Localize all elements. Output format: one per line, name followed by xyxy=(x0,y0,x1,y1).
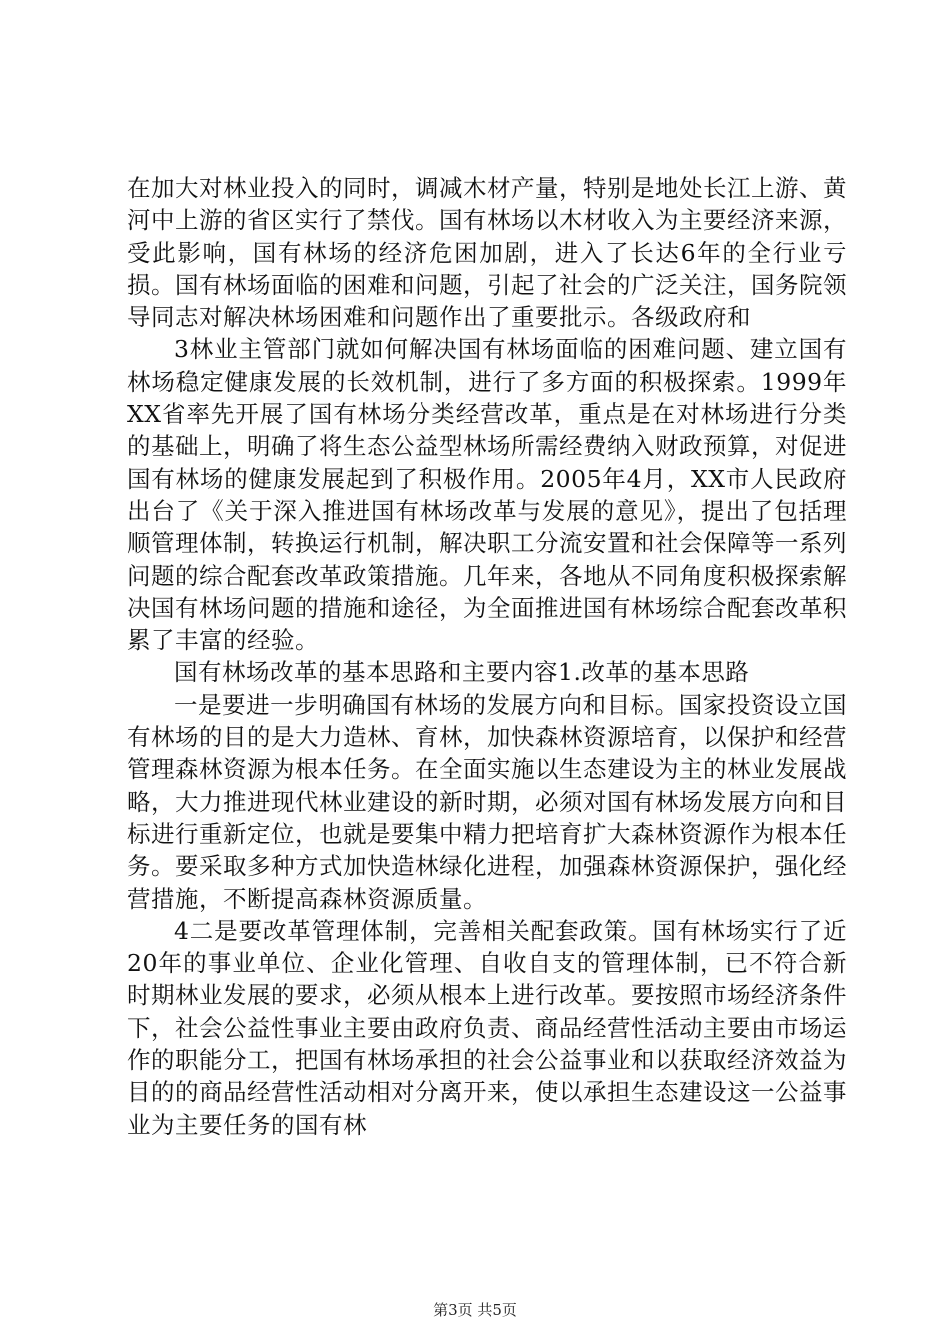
paragraph-4: 一是要进一步明确国有林场的发展方向和目标。国家投资设立国有林场的目的是大力造林、育林，加快森林资源培育，以保护和经营管理森林资源为根本任务。在全面实施以生态建设为主的林业发展战略，大力推进现代林业建设的新时期，必须对国有林场发展方向和目标进行重新定位，也就是要集中精力把培育扩大森林资源作为根本任务。要采取多种方式加快造林绿化进程，加强森林资源保护，强化经营措施，不断提高森林资源质量。 xyxy=(127,690,847,913)
paragraph-1: 在加大对林业投入的同时，调减木材产量，特别是地处长江上游、黄河中上游的省区实行了禁伐。国有林场以木材收入为主要经济来源，受此影响，国有林场的经济危困加剧，进入了长达6年的全行业亏损。国有林场面临的困难和问题，引起了社会的广泛关注，国务院领导同志对解决林场困难和问题作出了重要批示。各级政府和 xyxy=(127,174,847,332)
paragraph-3: 国有林场改革的基本思路和主要内容1.改革的基本思路 xyxy=(174,658,750,687)
page-footer: 第3页 共5页 xyxy=(433,1301,517,1319)
paragraph-5: 4二是要改革管理体制，完善相关配套政策。国有林场实行了近20年的事业单位、企业化管理、自收自支的管理体制，已不符合新时期林业发展的要求，必须从根本上进行改革。要按照市场经济条件下，社会公益性事业主要由政府负责、商品经营性活动主要由市场运作的职能分工，把国有林场承担的社会公益事业和以获取经济效益为目的的商品经营性活动相对分离开来，使以承担生态建设这一公益事业为主要任务的国有林 xyxy=(127,916,847,1139)
body-text xyxy=(127,172,847,1141)
paragraph-2: 3林业主管部门就如何解决国有林场面临的困难问题、建立国有林场稳定健康发展的长效机制，进行了多方面的积极探索。1999年XX省率先开展了国有林场分类经营改革，重点是在对林场进行分类的基础上，明确了将生态公益型林场所需经费纳入财政预算，对促进国有林场的健康发展起到了积极作用。2005年4月，XX市人民政府出台了《关于深入推进国有林场改革与发展的意见》，提出了包括理顺管理体制，转换运行机制，解决职工分流安置和社会保障等一系列问题的综合配套改革政策措施。几年来，各地从不同角度积极探索解决国有林场问题的措施和途径，为全面推进国有林场综合配套改革积累了丰富的经验。 xyxy=(127,335,847,655)
